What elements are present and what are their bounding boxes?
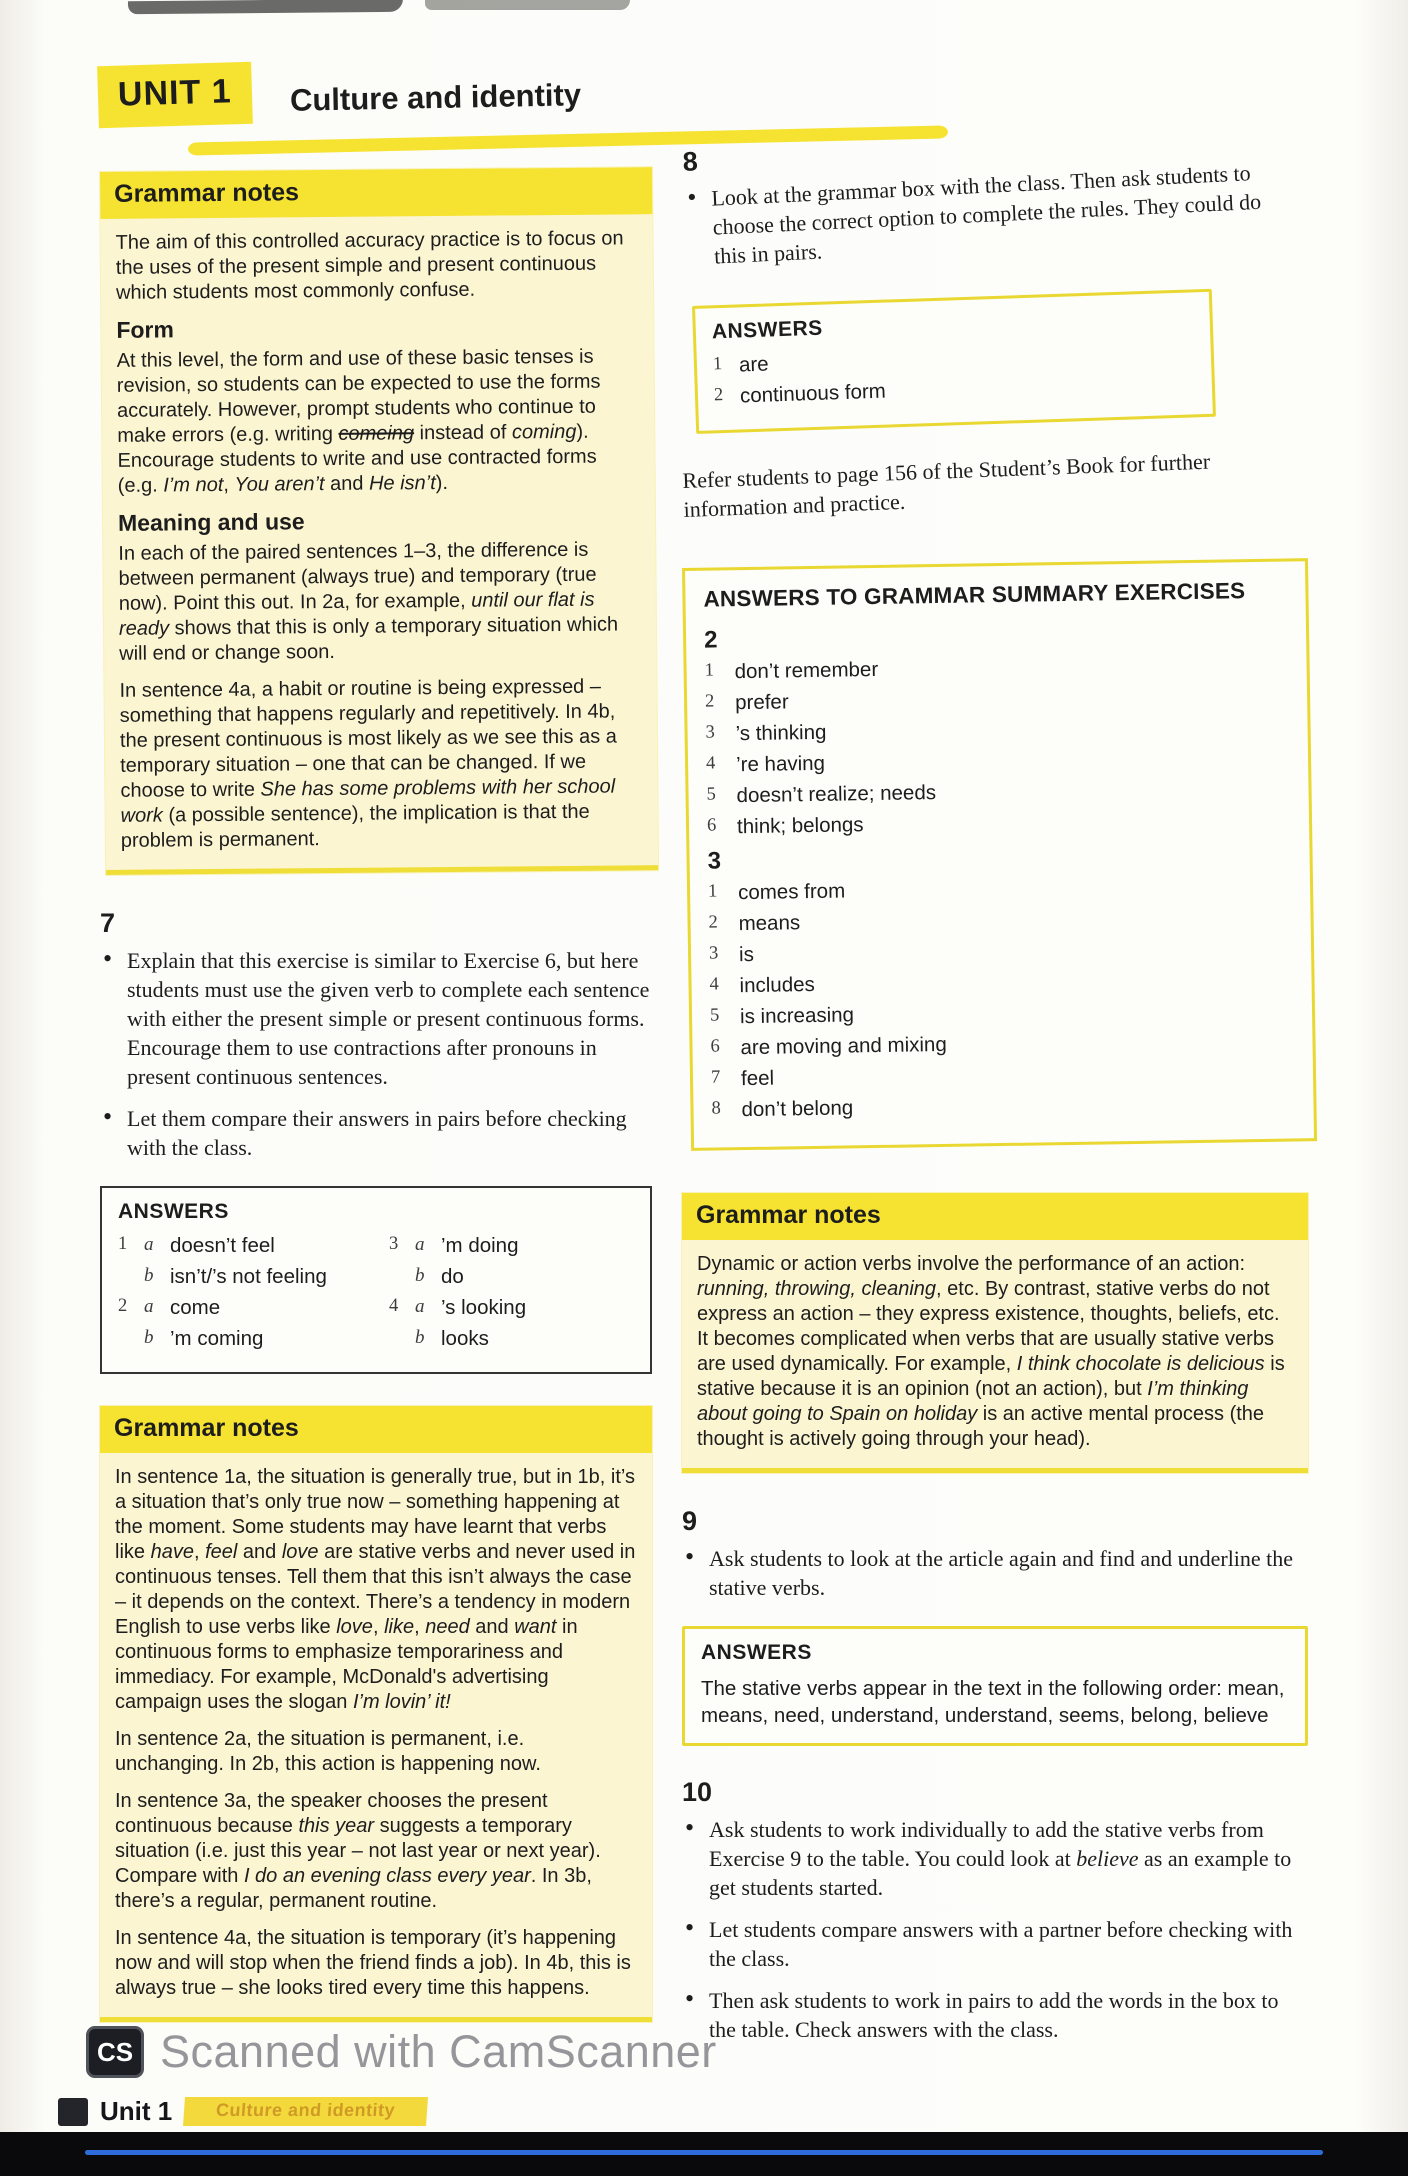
activity-bullet: • Let students compare answers with a partner before checking with the class. bbox=[682, 1915, 1308, 1973]
summary-row bbox=[708, 903, 1292, 936]
answer-number: 1 bbox=[712, 354, 723, 375]
scan-bottom-bar bbox=[0, 2132, 1408, 2176]
answer-text: is bbox=[738, 942, 755, 967]
answer-row bbox=[389, 1234, 634, 1258]
activity-bullet: • Ask students to work individually to add the stative verbs from Exercise 9 to the table. You could look at believe as an example to get students started. bbox=[682, 1815, 1308, 1902]
summary-row bbox=[711, 1058, 1295, 1091]
answer-letter: b bbox=[415, 1327, 425, 1348]
form-text: At this level, the form and use of these basic tenses is revision, so students can be expected to use the forms accurately. However, prompt students who continue to make errors (e.g. writing comeing instead of coming). Encourage students to write and use contracted forms (e.g. I’m not, You aren’t and He isn’t). bbox=[116, 345, 601, 497]
gn2-paragraph-4: In sentence 4a, the situation is temporary (it’s happening now and will stop when the friend finds a job). In 4b, this is always true – she looks tired every time this happens. bbox=[115, 1927, 631, 1999]
answer-number: 8 bbox=[711, 1098, 721, 1119]
answer-text: do bbox=[441, 1265, 464, 1288]
activity-number: 10 bbox=[682, 1777, 713, 1807]
answer-number bbox=[389, 1327, 415, 1351]
answer-number: 5 bbox=[706, 784, 716, 805]
left-column bbox=[100, 172, 652, 2056]
summary-row bbox=[704, 651, 1288, 684]
unit-badge: UNIT 1 bbox=[97, 62, 252, 129]
answer-number: 1 bbox=[118, 1234, 128, 1254]
answer-row bbox=[389, 1327, 634, 1351]
answer-letter: b bbox=[415, 1265, 425, 1286]
camscanner-logo: CS bbox=[86, 2026, 144, 2078]
meaning-paragraph-2: In sentence 4a, a habit or routine is being expressed – something that happens regularly and repetitively. In 4b, the present continuous is most likely as we see this as a temporary situation – one that can be changed. If we choose to write She has some problems with her school work (a possible sentence), the implication is that the problem is permanent. bbox=[119, 675, 617, 852]
answer-number: 2 bbox=[118, 1296, 128, 1316]
summary-group-label: 2 bbox=[703, 626, 718, 654]
footer-unit-label: Unit 1 bbox=[100, 2096, 173, 2126]
answers-box-9 bbox=[682, 1626, 1308, 1746]
answer-text: doesn’t realize; needs bbox=[736, 781, 937, 808]
grammar-notes-box-3 bbox=[682, 1193, 1308, 1473]
activity-bullets bbox=[682, 1544, 1308, 1602]
answer-text: think; belongs bbox=[736, 813, 864, 839]
answer-letter: b bbox=[144, 1265, 154, 1286]
answer-text: ’s thinking bbox=[735, 720, 827, 746]
camscanner-watermark-row bbox=[86, 2026, 717, 2078]
answers-title: ANSWERS bbox=[711, 316, 824, 344]
grammar-notes-title: Grammar notes bbox=[682, 1193, 1308, 1240]
summary-row bbox=[707, 806, 1291, 839]
activity-bullets bbox=[684, 157, 1287, 272]
right-column bbox=[682, 148, 1308, 2068]
summary-row bbox=[710, 1027, 1294, 1060]
grammar-notes-body bbox=[100, 1453, 652, 2017]
answer-row bbox=[118, 1234, 363, 1258]
footer-mark bbox=[58, 2098, 88, 2126]
gn2-paragraph-3: In sentence 3a, the speaker chooses the present continuous because this year suggests a temporary situation (i.e. just this year – not last year or next year). Compare with I do an evening class every year. In 3b, there’s a regular, permanent routine. bbox=[115, 1790, 601, 1912]
answers-box-8 bbox=[692, 289, 1216, 434]
answers-column-left bbox=[118, 1234, 363, 1358]
answer-text: feel bbox=[740, 1066, 775, 1091]
answer-text: is increasing bbox=[739, 1003, 855, 1029]
answer-number: 4 bbox=[709, 974, 719, 995]
answer-row bbox=[389, 1296, 634, 1320]
activity-bullet: • Let them compare their answers in pairs before checking with the class. bbox=[100, 1104, 652, 1162]
summary-row bbox=[711, 1089, 1295, 1122]
summary-row bbox=[709, 965, 1293, 998]
summary-row bbox=[710, 996, 1294, 1029]
answer-number: 4 bbox=[389, 1296, 399, 1316]
activity-bullets bbox=[682, 1815, 1308, 2044]
page-footer bbox=[58, 2096, 427, 2127]
unit-title: Culture and identity bbox=[289, 77, 582, 118]
grammar-notes-box-2 bbox=[100, 1406, 652, 2022]
answer-number: 5 bbox=[709, 1005, 720, 1026]
answer-row bbox=[118, 1327, 363, 1351]
answer-number: 3 bbox=[708, 943, 719, 964]
answers-summary-box bbox=[682, 558, 1317, 1151]
activity-bullet: • Explain that this exercise is similar to Exercise 6, but here students must use the given verb to complete each sentence with either the present simple or present continuous forms. Encourage them to use contractions after pronouns in present continuous sentences. bbox=[100, 946, 652, 1091]
answer-number: 2 bbox=[704, 691, 715, 712]
answer-number: 1 bbox=[704, 660, 715, 681]
grammar-notes-box-1 bbox=[100, 167, 658, 875]
answer-number: 7 bbox=[710, 1067, 721, 1088]
answer-letter: a bbox=[144, 1234, 154, 1255]
answer-text: are bbox=[738, 352, 769, 377]
footer-unit-highlight: Culture and identity bbox=[183, 2097, 428, 2126]
answers-title: ANSWERS bbox=[701, 1641, 812, 1664]
activity-number: 8 bbox=[681, 146, 699, 177]
activity-number: 7 bbox=[100, 908, 116, 938]
answer-letter: a bbox=[415, 1234, 425, 1255]
answer-text: includes bbox=[739, 972, 815, 998]
answers-columns bbox=[118, 1234, 634, 1358]
answer-row bbox=[118, 1265, 363, 1289]
summary-row bbox=[705, 682, 1289, 715]
answer-letter: a bbox=[415, 1296, 425, 1317]
summary-row bbox=[706, 744, 1290, 777]
meaning-paragraph-1: In each of the paired sentences 1–3, the difference is between permanent (always true) and temporary (true now). Point this out. In 2a, for example, until our flat is ready shows that this is only a temporary situation which will end or change soon. bbox=[118, 538, 619, 665]
answer-text: means bbox=[738, 911, 801, 936]
activity-number: 9 bbox=[682, 1506, 698, 1536]
answer-text: prefer bbox=[734, 690, 789, 715]
meaning-heading: Meaning and use bbox=[117, 508, 305, 536]
answers-column-right bbox=[389, 1234, 634, 1358]
answer-number: 3 bbox=[389, 1234, 399, 1254]
answer-text: doesn’t feel bbox=[170, 1234, 275, 1257]
activity-bullet: • Look at the grammar box with the class. Then ask students to choose the correct option to complete the rules. They could do this in pairs. bbox=[684, 157, 1287, 272]
answer-number: 4 bbox=[705, 753, 716, 774]
answer-text: ’s looking bbox=[441, 1296, 527, 1319]
form-heading: Form bbox=[116, 316, 174, 343]
grammar-notes-body bbox=[682, 1240, 1308, 1468]
activity-bullets bbox=[100, 946, 652, 1162]
summary-row bbox=[709, 934, 1293, 967]
grammar-notes-title: Grammar notes bbox=[100, 1406, 652, 1453]
answer-number: 6 bbox=[710, 1036, 720, 1057]
answer-letter: a bbox=[144, 1296, 154, 1317]
answer-number: 2 bbox=[708, 912, 718, 933]
summary-group-label: 3 bbox=[707, 847, 722, 875]
answer-number: 3 bbox=[705, 722, 715, 743]
answer-text: ’m coming bbox=[170, 1327, 264, 1350]
answer-number bbox=[118, 1327, 144, 1351]
summary-title: ANSWERS TO GRAMMAR SUMMARY EXERCISES bbox=[703, 578, 1246, 612]
answer-text: ’re having bbox=[735, 751, 826, 777]
answer-text: isn’t/’s not feeling bbox=[170, 1265, 327, 1288]
summary-row bbox=[705, 713, 1289, 746]
answer-text: come bbox=[170, 1296, 221, 1319]
activity-bullet: • Then ask students to work in pairs to add the words in the box to the table. Check answers with the class. bbox=[682, 1986, 1308, 2044]
answers-title: ANSWERS bbox=[118, 1200, 229, 1223]
scan-smudge bbox=[128, 0, 403, 14]
gn2-paragraph-2: In sentence 2a, the situation is permanent, i.e. unchanging. In 2b, this action is happening now. bbox=[115, 1728, 541, 1775]
answer-text: looks bbox=[441, 1327, 489, 1350]
gn3-text: Dynamic or action verbs involve the performance of an action: running, throwing, cleaning, etc. By contrast, stative verbs do not express an action – they express existence, thoughts, beliefs, etc. It becomes complicated when verbs that are usually stative verbs are used dynamically. For example, I think chocolate is delicious is stative because it is an opinion (not an action), but I’m thinking about going to Spain on holiday is an active mental process (the thought is actively going through your head). bbox=[697, 1253, 1285, 1450]
answer-number: 1 bbox=[707, 881, 718, 902]
answer-number bbox=[389, 1265, 415, 1289]
summary-row bbox=[708, 872, 1292, 905]
answers-text: The stative verbs appear in the text in the following order: mean, means, need, understand, understand, seems, belong, believe bbox=[701, 1677, 1285, 1727]
answer-number: 6 bbox=[706, 815, 717, 836]
summary-row bbox=[706, 775, 1290, 808]
answer-number: 2 bbox=[713, 385, 724, 406]
gn1-intro: The aim of this controlled accuracy practice is to focus on the uses of the present simple and present continuous which students most commonly confuse. bbox=[115, 227, 624, 304]
answer-text: are moving and mixing bbox=[740, 1032, 947, 1060]
activity-10 bbox=[682, 1778, 1308, 2044]
scan-smudge bbox=[425, 0, 630, 10]
answer-text: ’m doing bbox=[441, 1234, 519, 1257]
grammar-notes-title: Grammar notes bbox=[100, 167, 652, 219]
answer-row bbox=[118, 1296, 363, 1320]
answer-text: continuous form bbox=[739, 379, 887, 408]
answer-letter: b bbox=[144, 1327, 154, 1348]
activity-bullet: • Ask students to look at the article again and find and underline the stative verbs. bbox=[682, 1544, 1308, 1602]
grammar-notes-body bbox=[100, 214, 658, 870]
answer-number bbox=[118, 1265, 144, 1289]
answer-row bbox=[389, 1265, 634, 1289]
gn2-paragraph-1: In sentence 1a, the situation is generally true, but in 1b, it’s a situation that’s only true now – something happening at the moment. Some students may have learnt that verbs like have, feel and love are stative verbs and never used in continuous tenses. Tell them that this isn’t always the case – it depends on the context. There’s a tendency in modern English to use verbs like love, like, need and want in continuous forms to emphasize temporariness and immediacy. For example, McDonald's advertising campaign uses the slogan I’m lovin’ it! bbox=[115, 1466, 636, 1713]
answers-box-7 bbox=[100, 1186, 652, 1374]
camscanner-watermark: Scanned with CamScanner bbox=[160, 2026, 717, 2077]
answer-text: comes from bbox=[737, 879, 846, 905]
scan-bottom-blue-line bbox=[85, 2150, 1323, 2155]
activity-9 bbox=[682, 1507, 1308, 1602]
answer-text: don’t belong bbox=[741, 1096, 854, 1122]
activity-7 bbox=[100, 909, 652, 1162]
refer-note: Refer students to page 156 of the Student’s Book for further information and practice. bbox=[682, 448, 1211, 522]
answer-text: don’t remember bbox=[734, 657, 879, 684]
